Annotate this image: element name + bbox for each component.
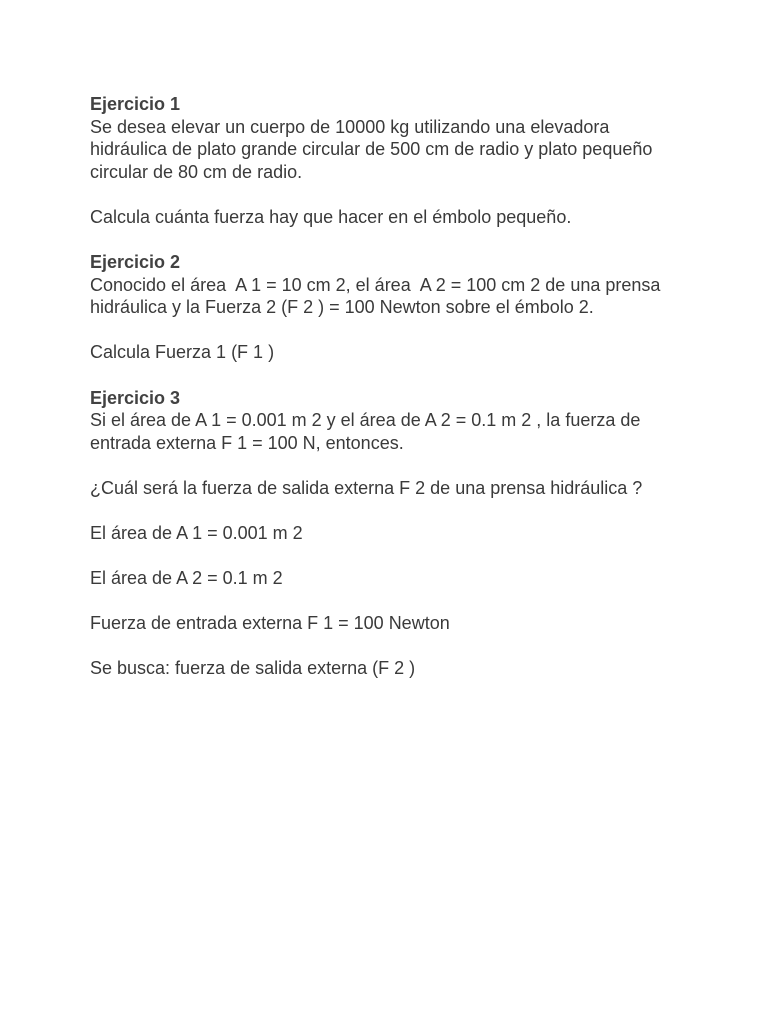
spacer (90, 454, 690, 477)
exercise-3-unknown: Se busca: fuerza de salida externa (F 2 ) (90, 657, 416, 678)
exercise-3-heading: Ejercicio 3 (90, 387, 181, 408)
exercise-3-given-area-2: El área de A 2 = 0.1 m 2 (90, 567, 283, 588)
document-page (90, 93, 690, 702)
spacer (90, 634, 690, 657)
exercise-2-statement: Conocido el área A 1 = 10 cm 2, el área A 2 = 100 cm 2 de una prensa hidráulica y la Fuerza 2 (F 2 ) = 100 Newton sobre el émbolo 2. (90, 274, 666, 317)
exercise-1-heading: Ejercicio 1 (90, 94, 181, 114)
spacer (90, 589, 690, 612)
spacer (90, 183, 690, 206)
spacer (90, 499, 690, 522)
exercise-3-given-force-1: Fuerza de entrada externa F 1 = 100 Newton (90, 612, 450, 633)
exercise-2 (90, 251, 690, 364)
exercise-2-question: Calcula Fuerza 1 (F 1 ) (90, 342, 275, 362)
exercise-3 (90, 387, 690, 680)
exercise-3-question: ¿Cuál será la fuerza de salida externa F 2 de una prensa hidráulica ? (90, 477, 643, 498)
exercise-3-statement: Si el área de A 1 = 0.001 m 2 y el área de A 2 = 0.1 m 2 , la fuerza de entrada externa F 1 = 100 N, entonces. (90, 410, 641, 453)
spacer (90, 319, 690, 342)
spacer (90, 544, 690, 567)
exercise-1-question: Calcula cuánta fuerza hay que hacer en el émbolo pequeño. (90, 206, 572, 227)
exercise-2-heading: Ejercicio 2 (90, 252, 181, 272)
exercise-1 (90, 93, 690, 228)
exercise-1-statement: Se desea elevar un cuerpo de 10000 kg utilizando una elevadora hidráulica de plato grande circular de 500 cm de radio y plato pequeño circular de 80 cm de radio. (90, 116, 653, 182)
exercise-3-given-area-1: El área de A 1 = 0.001 m 2 (90, 522, 303, 543)
